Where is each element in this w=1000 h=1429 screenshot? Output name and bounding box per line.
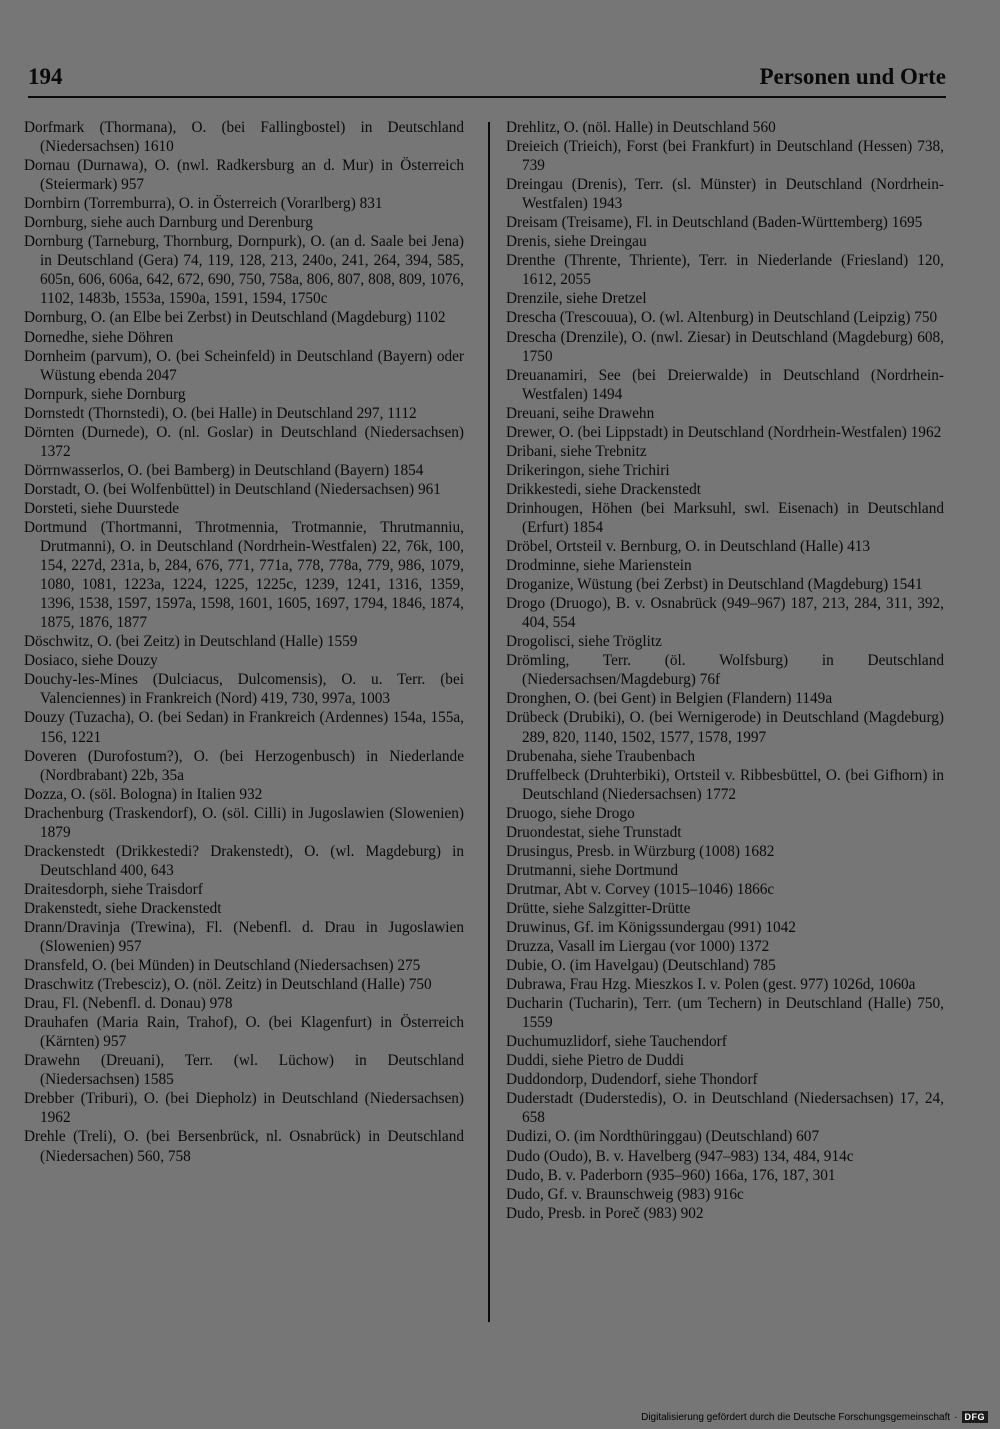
index-entry: Dornheim (parvum), O. (bei Scheinfeld) in Deutschland (Bayern) oder Wüstung ebenda 2047 <box>24 347 464 384</box>
index-entry: Dornburg, siehe auch Darnburg und Derenburg <box>24 214 313 232</box>
left-column <box>24 118 464 1166</box>
index-entry: Dosiaco, siehe Douzy <box>24 652 158 670</box>
page-number: 194 <box>28 64 63 89</box>
index-entry: Drikkestedi, siehe Drackenstedt <box>506 480 701 498</box>
index-entry: Droganize, Wüstung (bei Zerbst) in Deutschland (Magdeburg) 1541 <box>506 576 923 594</box>
index-entry: Dubie, O. (im Havelgau) (Deutschland) 785 <box>506 957 776 975</box>
index-entry: Ducharin (Tucharin), Terr. (um Techern) in Deutschland (Halle) 750, 1559 <box>506 995 944 1032</box>
index-entry: Dudo, Gf. v. Braunschweig (983) 916c <box>506 1185 744 1203</box>
index-entry: Drenzile, siehe Dretzel <box>506 290 647 308</box>
index-entry: Drawehn (Dreuani), Terr. (wl. Lüchow) in Deutschland (Niedersachsen) 1585 <box>24 1052 464 1089</box>
index-entry: Dransfeld, O. (bei Münden) in Deutschland (Niedersachsen) 275 <box>24 957 421 975</box>
index-entry: Drikeringon, siehe Trichiri <box>506 461 670 479</box>
index-entry: Dörnten (Durnede), O. (nl. Goslar) in Deutschland (Niedersachsen) 1372 <box>24 423 464 460</box>
index-entry: Dornburg, O. (an Elbe bei Zerbst) in Deutschland (Magdeburg) 1102 <box>24 309 446 327</box>
running-title: Personen und Orte <box>759 64 946 89</box>
index-entry: Dornbirn (Torremburra), O. in Österreich (Vorarlberg) 831 <box>24 195 383 213</box>
footer-separator: · <box>954 1411 958 1423</box>
index-entry: Druffelbeck (Druhterbiki), Ortsteil v. Ribbesbüttel, O. (bei Gifhorn) in Deutschland (Niedersachsen) 1772 <box>506 766 944 803</box>
index-entry: Dreisam (Treisame), Fl. in Deutschland (Baden-Württemberg) 1695 <box>506 214 923 232</box>
index-entry: Douzy (Tuzacha), O. (bei Sedan) in Frankreich (Ardennes) 154a, 155a, 156, 1221 <box>24 709 464 746</box>
index-entry: Drenis, siehe Dreingau <box>506 233 647 251</box>
index-entry: Dronghen, O. (bei Gent) in Belgien (Flandern) 1149a <box>506 690 833 708</box>
index-entry: Draitesdorph, siehe Traisdorf <box>24 880 203 898</box>
index-entry: Dornpurk, siehe Dornburg <box>24 385 186 403</box>
index-entry: Drutmar, Abt v. Corvey (1015–1046) 1866c <box>506 880 775 898</box>
index-entry: Drau, Fl. (Nebenfl. d. Donau) 978 <box>24 995 233 1013</box>
index-entry: Drachenburg (Traskendorf), O. (söl. Cilli) in Jugoslawien (Slowenien) 1879 <box>24 804 464 841</box>
right-column <box>506 118 944 1223</box>
index-entry: Drusingus, Presb. in Würzburg (1008) 1682 <box>506 842 775 860</box>
header-rule <box>28 96 946 98</box>
index-entry: Drebber (Triburi), O. (bei Diepholz) in Deutschland (Niedersachsen) 1962 <box>24 1090 464 1127</box>
index-entry: Drehle (Treli), O. (bei Bersenbrück, nl. Osnabrück) in Deutschland (Niedersachen) 560, 758 <box>24 1128 464 1165</box>
page-header <box>28 64 946 96</box>
footer <box>641 1410 988 1424</box>
index-entry: Dudo, Presb. in Poreč (983) 902 <box>506 1204 704 1222</box>
index-entry: Druondestat, siehe Trunstadt <box>506 823 682 841</box>
index-entry: Dribani, siehe Trebnitz <box>506 442 647 460</box>
index-entry: Draschwitz (Trebesciz), O. (nöl. Zeitz) in Deutschland (Halle) 750 <box>24 976 432 994</box>
footer-credit: Digitalisierung gefördert durch die Deutsche Forschungsgemeinschaft <box>641 1411 951 1423</box>
index-entry: Drescha (Trescouua), O. (wl. Altenburg) in Deutschland (Leipzig) 750 <box>506 309 938 327</box>
index-entry: Doveren (Durofostum?), O. (bei Herzogenbusch) in Niederlande (Nordbrabant) 22b, 35a <box>24 747 464 784</box>
index-entry: Dörrnwasserlos, O. (bei Bamberg) in Deutschland (Bayern) 1854 <box>24 461 424 479</box>
index-entry: Drömling, Terr. (öl. Wolfsburg) in Deutschland (Niedersachsen/Magdeburg) 76f <box>506 652 944 689</box>
index-entry: Drübeck (Drubiki), O. (bei Wernigerode) in Deutschland (Magdeburg) 289, 820, 1140, 1502, 1577, 1578, 1997 <box>506 709 944 746</box>
index-entry: Dreuanamiri, See (bei Dreierwalde) in Deutschland (Nordrhein-Westfalen) 1494 <box>506 366 944 403</box>
index-entry: Dorsteti, siehe Duurstede <box>24 499 180 517</box>
index-entry: Dornburg (Tarneburg, Thornburg, Dornpurk), O. (an d. Saale bei Jena) in Deutschland (Gera) 74, 119, 128, 213, 240o, 241, 264, 394, 585, 605n, 606, 606a, 642, 672, 690, 750, 758a, 806, 807, 808, 809, 1076, 1102, 1483b, 1553a, 1590a, 1591, 1594, 1750c <box>24 233 464 308</box>
index-entry: Douchy-les-Mines (Dulciacus, Dulcomensis), O. u. Terr. (bei Valenciennes) in Frankreich (Nord) 419, 730, 997a, 1003 <box>24 671 464 708</box>
index-entry: Dröbel, Ortsteil v. Bernburg, O. in Deutschland (Halle) 413 <box>506 538 871 556</box>
index-entry: Drakenstedt, siehe Drackenstedt <box>24 899 222 917</box>
index-entry: Dornau (Durnawa), O. (nwl. Radkersburg an d. Mur) in Österreich (Steiermark) 957 <box>24 157 464 194</box>
index-entry: Druwinus, Gf. im Königssundergau (991) 1042 <box>506 918 796 936</box>
index-entry: Duddi, siehe Pietro de Duddi <box>506 1052 685 1070</box>
index-entry: Drutmanni, siehe Dortmund <box>506 861 679 879</box>
index-entry: Dorstadt, O. (bei Wolfenbüttel) in Deutschland (Niedersachsen) 961 <box>24 480 441 498</box>
index-entry: Drenthe (Thrente, Thriente), Terr. in Niederlande (Friesland) 120, 1612, 2055 <box>506 252 944 289</box>
index-entry: Dudo (Oudo), B. v. Havelberg (947–983) 134, 484, 914c <box>506 1147 854 1165</box>
column-divider <box>488 122 490 1322</box>
index-entry: Drodminne, siehe Marienstein <box>506 557 692 575</box>
index-entry: Duddondorp, Dudendorf, siehe Thondorf <box>506 1071 758 1089</box>
index-entry: Drewer, O. (bei Lippstadt) in Deutschland (Nordrhein-Westfalen) 1962 <box>506 423 942 441</box>
index-entry: Drogolisci, siehe Tröglitz <box>506 633 662 651</box>
index-entry: Dornstedt (Thornstedi), O. (bei Halle) in Deutschland 297, 1112 <box>24 404 417 422</box>
index-entry: Dornedhe, siehe Döhren <box>24 328 174 346</box>
index-entry: Drescha (Drenzile), O. (nwl. Ziesar) in Deutschland (Magdeburg) 608, 1750 <box>506 328 944 365</box>
index-entry: Drehlitz, O. (nöl. Halle) in Deutschland 560 <box>506 119 776 136</box>
index-entry: Dreieich (Trieich), Forst (bei Frankfurt) in Deutschland (Hessen) 738, 739 <box>506 138 944 175</box>
index-entry: Döschwitz, O. (bei Zeitz) in Deutschland (Halle) 1559 <box>24 633 358 651</box>
index-entry: Druogo, siehe Drogo <box>506 804 635 822</box>
index-entry: Dudo, B. v. Paderborn (935–960) 166a, 176, 187, 301 <box>506 1166 836 1184</box>
index-entry: Dozza, O. (söl. Bologna) in Italien 932 <box>24 785 263 803</box>
index-entry: Dreuani, seihe Drawehn <box>506 404 655 422</box>
index-entry: Drogo (Druogo), B. v. Osnabrück (949–967) 187, 213, 284, 311, 392, 404, 554 <box>506 595 944 632</box>
dfg-logo: DFG <box>962 1411 989 1423</box>
index-entry: Dortmund (Thortmanni, Throtmennia, Trotmannie, Thrutmanniu, Drutmanni), O. in Deutschland (Nordrhein-Westfalen) 22, 76k, 100, 154, 227d, 231a, b, 284, 676, 771, 771a, 778, 778a, 779, 986, 1079, 1080, 1081, 1223a, 1224, 1225, 1225c, 1239, 1241, 1316, 1359, 1396, 1538, 1597, 1597a, 1598, 1601, 1605, 1697, 1794, 1846, 1874, 1875, 1876, 1877 <box>24 518 464 632</box>
index-entry: Duderstadt (Duderstedis), O. in Deutschland (Niedersachsen) 17, 24, 658 <box>506 1090 944 1127</box>
index-entry: Duchumuzlidorf, siehe Tauchendorf <box>506 1033 727 1051</box>
index-entry: Drauhafen (Maria Rain, Trahof), O. (bei Klagenfurt) in Österreich (Kärnten) 957 <box>24 1014 464 1051</box>
index-entry: Dubrawa, Frau Hzg. Mieszkos I. v. Polen (gest. 977) 1026d, 1060a <box>506 976 916 994</box>
index-entry: Dreingau (Drenis), Terr. (sl. Münster) in Deutschland (Nordrhein-Westfalen) 1943 <box>506 176 944 213</box>
index-entry: Dudizi, O. (im Nordthüringgau) (Deutschland) 607 <box>506 1128 820 1146</box>
index-entry: Dorfmark (Thormana), O. (bei Fallingbostel) in Deutschland (Niedersachsen) 1610 <box>24 119 464 156</box>
index-entry: Drütte, siehe Salzgitter-Drütte <box>506 899 691 917</box>
index-entry: Drubenaha, siehe Traubenbach <box>506 747 696 765</box>
index-entry: Drann/Dravinja (Trewina), Fl. (Nebenfl. d. Drau in Jugoslawien (Slowenien) 957 <box>24 918 464 956</box>
index-entry: Drackenstedt (Drikkestedi? Drakenstedt), O. (wl. Magdeburg) in Deutschland 400, 643 <box>24 842 464 879</box>
index-entry: Druzza, Vasall im Liergau (vor 1000) 1372 <box>506 938 770 956</box>
index-entry: Drinhougen, Höhen (bei Marksuhl, swl. Eisenach) in Deutschland (Erfurt) 1854 <box>506 499 944 536</box>
